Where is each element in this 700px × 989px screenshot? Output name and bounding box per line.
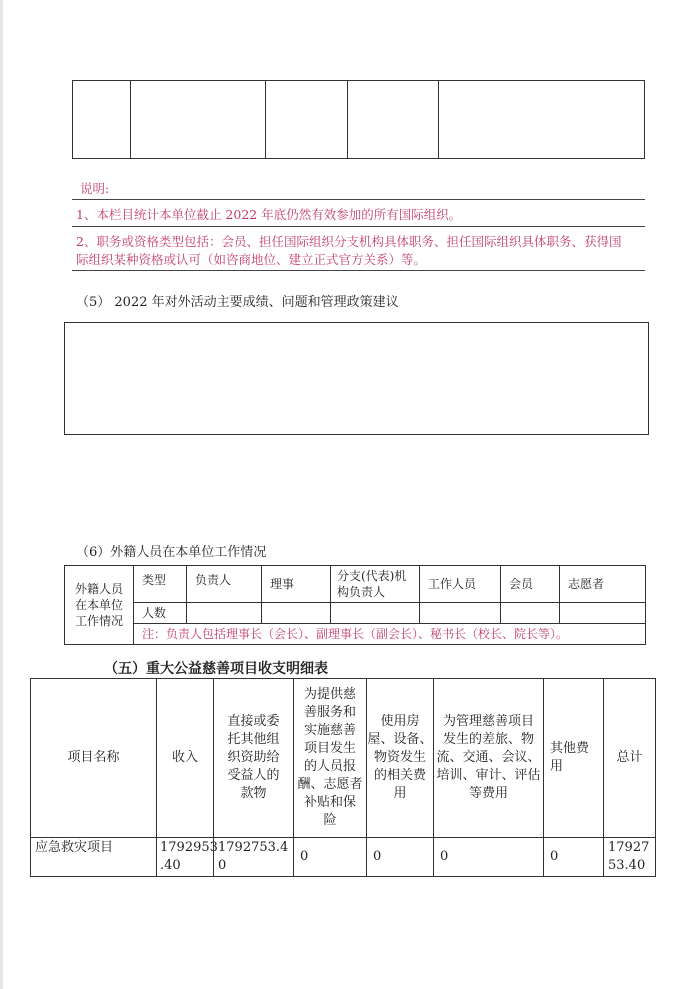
header-equip-line: 物资发生	[373, 750, 426, 765]
section5-title: （5） 2022 年对外活动主要成绩、问题和管理政策建议	[76, 295, 399, 310]
note-line2b: 际组织某种资格或认可（如咨商地位、建立正式官方关系）等。	[76, 252, 427, 267]
row-other: 0	[543, 837, 604, 877]
top-table-cell	[130, 80, 266, 159]
header-name: 项目名称	[30, 678, 157, 838]
header-equip	[366, 678, 434, 838]
row-income-line: 1792953	[160, 840, 218, 855]
header-labor-line: 酬、志愿者	[297, 777, 363, 792]
count-cell	[500, 602, 560, 624]
row-equip: 0	[366, 837, 434, 877]
header-labor-line: 实施慈善	[303, 723, 356, 738]
note-rule	[72, 199, 645, 200]
row-direct-line: 1792753.4	[218, 840, 289, 855]
count-cell	[261, 602, 331, 624]
header-direct-line: 织资助给	[227, 750, 280, 765]
header-fenzhi-line: 分支(代表)机	[337, 569, 407, 583]
header-manage	[433, 678, 544, 838]
header-other-line: 用	[550, 759, 564, 774]
header-equip-line: 使用房	[380, 714, 420, 729]
row-direct	[213, 837, 294, 877]
header-gongzuo: 工作人员	[419, 565, 501, 603]
header-income: 收入	[156, 678, 214, 838]
header-zhiyuan: 志愿者	[559, 565, 646, 603]
header-manage-line: 发生的差旅、物	[442, 732, 534, 747]
header-manage-line: 为管理慈善项目	[442, 714, 534, 729]
row-name: 应急救灾项目	[30, 837, 157, 877]
header-other-line: 其他费	[550, 741, 590, 756]
header-fenzhi-line: 构负责人	[337, 585, 386, 599]
header-labor-line: 补贴和保	[303, 795, 356, 810]
header-direct-line: 托其他组	[227, 732, 280, 747]
header-direct-line: 款物	[240, 786, 267, 801]
row-total-line: 17927	[608, 840, 650, 855]
header-labor-line: 项目发生	[303, 741, 356, 756]
row-direct-line: 0	[218, 858, 227, 873]
count-cell	[186, 602, 262, 624]
header-manage-line: 流、交通、会议、	[436, 750, 541, 765]
header-manage-line: 等费用	[468, 786, 508, 801]
header-equip-line: 的相关费	[373, 768, 426, 783]
header-huiyuan: 会员	[500, 565, 560, 603]
count-cell	[419, 602, 501, 624]
row-income	[156, 837, 218, 877]
header-labor-line: 险	[323, 813, 337, 828]
note-rule	[72, 270, 645, 271]
row-label-line: 工作情况	[74, 614, 123, 628]
section6-title: （6）外籍人员在本单位工作情况	[76, 545, 267, 560]
top-table-cell	[438, 80, 645, 159]
header-total: 总计	[603, 678, 656, 838]
top-table-cell	[72, 80, 131, 159]
row-total-line: 53.40	[608, 858, 646, 873]
top-table-cell	[347, 80, 439, 159]
row-label-line: 外籍人员	[74, 582, 123, 596]
note-label: 说明:	[80, 181, 110, 196]
row-label-line: 在本单位	[74, 598, 123, 612]
header-fuzeren: 负责人	[186, 565, 262, 603]
row-income-line: .40	[160, 858, 181, 873]
row-manage: 0	[433, 837, 544, 877]
row-total	[603, 837, 656, 877]
section-five-title: （五）重大公益慈善项目收支明细表	[104, 661, 328, 677]
header-other	[543, 678, 604, 838]
header-labor-line: 为提供慈	[303, 687, 356, 702]
header-direct	[213, 678, 294, 838]
header-fenzhi	[330, 565, 420, 603]
section6-note: 注：负责人包括理事长（会长）、副理事长（副会长）、秘书长（校长、院长等）。	[133, 623, 646, 645]
row-labor: 0	[293, 837, 367, 877]
header-manage-line: 培训、审计、评估	[436, 768, 541, 783]
section5-answer-box	[64, 322, 649, 435]
header-lishi: 理事	[261, 565, 331, 603]
header-equip-line: 屋、设备、	[367, 732, 433, 747]
header-labor-line: 善服务和	[303, 705, 356, 720]
count-cell	[559, 602, 646, 624]
count-cell	[330, 602, 420, 624]
note-line1: 1、本栏目统计本单位截止 2022 年底仍然有效参加的所有国际组织。	[76, 207, 462, 222]
row-label	[64, 565, 134, 645]
note-line2a: 2、职务或资格类型包括：会员、担任国际组织分支机构具体职务、担任国际组织具体职务、获得国	[76, 234, 622, 249]
count-label: 人数	[133, 602, 187, 624]
header-equip-line: 用	[393, 786, 407, 801]
type-header: 类型	[133, 565, 187, 603]
header-direct-line: 直接或委	[227, 714, 280, 729]
top-table-cell	[265, 80, 348, 159]
header-labor	[293, 678, 367, 838]
header-direct-line: 受益人的	[227, 768, 280, 783]
scan-edge	[0, 0, 3, 989]
header-labor-line: 的人员报	[303, 759, 356, 774]
note-rule	[72, 226, 645, 227]
